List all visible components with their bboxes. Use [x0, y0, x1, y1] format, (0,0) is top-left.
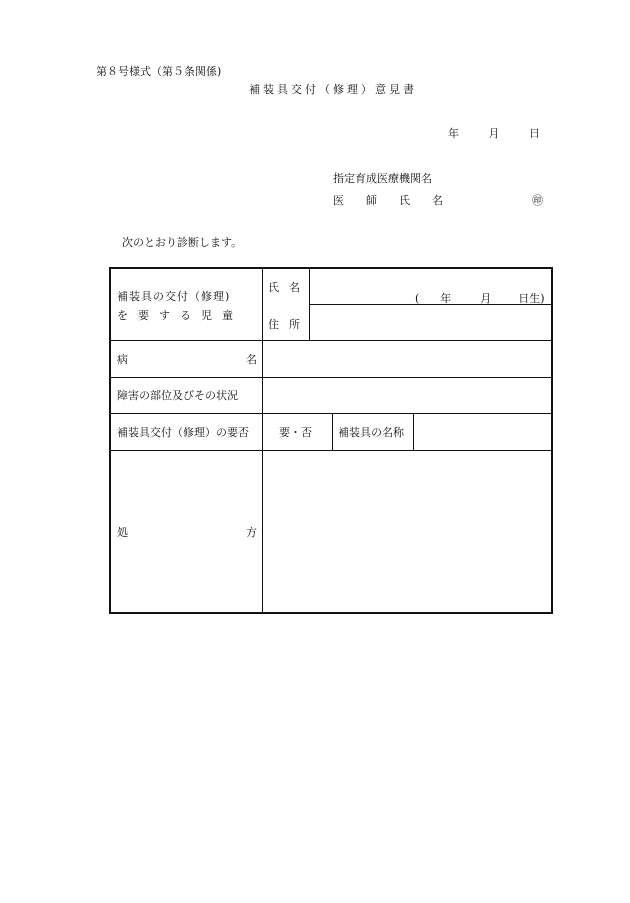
birth-date-line — [415, 293, 545, 304]
row-divider — [111, 340, 553, 341]
seal-mark: ㊞ — [532, 194, 543, 207]
child-label-line1: 補装具の交付（修理) — [117, 290, 231, 303]
form-number: 第８号様式（第５条関係) — [96, 65, 222, 78]
name-label: 氏名 — [268, 281, 310, 294]
lead-text: 次のとおり診断します。 — [122, 236, 243, 249]
date-month-label: 月 — [488, 127, 500, 140]
column-divider — [413, 413, 414, 450]
institution-label: 指定育成医療機関名 — [333, 172, 432, 185]
document-title: 補装具交付（修理）意見書 — [249, 83, 417, 96]
birth-year: 年 — [440, 292, 452, 305]
disability-label: 障害の部位及びその状況 — [117, 389, 238, 402]
column-divider — [332, 413, 333, 450]
row-divider — [111, 377, 553, 378]
opinion-table — [109, 267, 553, 614]
birth-month: 月 — [480, 292, 492, 305]
date-year-label: 年 — [448, 127, 459, 140]
child-label-line2: を要する児童 — [117, 309, 243, 322]
birth-open: ( — [415, 292, 420, 305]
column-divider — [262, 269, 263, 614]
necessity-label: 補装具交付（修理）の要否 — [117, 426, 249, 439]
row-divider — [111, 450, 553, 451]
device-name-label: 補装具の名称 — [338, 426, 404, 439]
date-line — [448, 128, 540, 139]
necessity-value: 要・否 — [279, 426, 312, 439]
disease-label: 病 名 — [117, 353, 257, 366]
address-label: 住所 — [268, 318, 310, 331]
date-day-label: 日 — [529, 127, 540, 140]
doctor-name-label: 医師氏名 — [333, 194, 465, 207]
prescription-label: 処 方 — [117, 526, 257, 539]
birth-day: 日生) — [518, 292, 545, 305]
